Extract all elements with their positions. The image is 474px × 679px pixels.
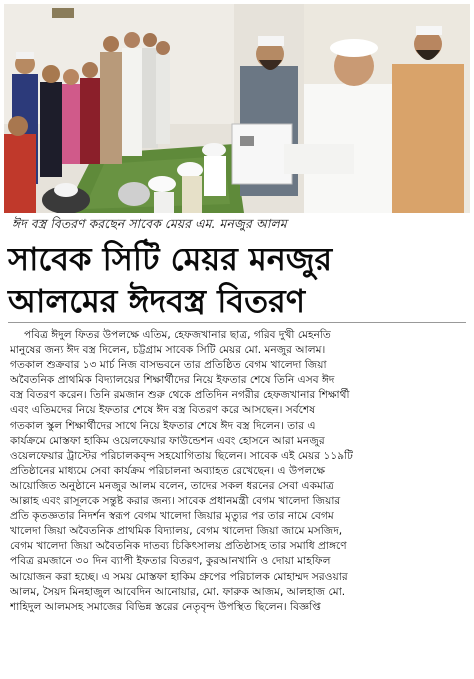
article-line: গতকাল স্কুল শিক্ষার্থীদের সাথে নিয়ে ইফতার শেষে ঈদ বস্ত্র দিলেন। তার এ — [10, 419, 316, 432]
article-line: পবিত্র ঈদুল ফিতর উপলক্ষে এতিম, হেফজখানার ছাত্র, গরিব দুখী মেহনতি — [24, 329, 331, 341]
article-line: আয়োজিত অনুষ্ঠানে মনজুর আলম বলেন, তাদের সকল ধরনের সেবা একমাত্র — [10, 479, 334, 492]
article-line: প্রতি কৃতজ্ঞতার নিদর্শন স্বরূপ বেগম খালেদা জিয়ার মৃত্যুর পর তার নামে বেগম — [10, 510, 334, 523]
headline-divider — [8, 322, 466, 323]
article-body — [10, 328, 466, 615]
article-line: শাহিদুল আলমসহ সমাজের বিভিন্ন স্তরের নেতৃবৃন্দ উপস্থিত ছিলেন। বিজ্ঞপ্তি — [10, 600, 321, 613]
article-line: খালেদা জিয়া অবৈতনিক প্রাথমিক বিদ্যালয়, বেগম খালেদা জিয়া জামে মসজিদ, — [10, 525, 343, 538]
article-line: মানুষের জন্য ঈদ বস্ত্র দিলেন, চট্টগ্রাম সাবেক সিটি মেয়র মো. মনজুর আলম। — [10, 344, 326, 357]
article-line: ওয়েলফেয়ার ট্রাস্টের পরিচালকবৃন্দ সহযোগিতায় ছিলেন। সাবেক এই মেয়র ১১৯টি — [10, 449, 353, 462]
article-line: কার্যক্রমে মোস্তফা হাকিম ওয়েলফেয়ার ফাউন্ডেশন এবং হোসনে আরা মনজুর — [10, 434, 325, 447]
article-line: বস্ত্র বিতরণ করেন। তিনি রমজান শুরু থেকে প্রতিদিন নগরীর হেফজখানার শিক্ষার্থী — [10, 389, 350, 402]
photo-caption: ঈদ বস্ত্র বিতরণ করছেন সাবেক মেয়র এম. মনজুর আলম — [12, 216, 287, 231]
article-line: আয়োজন করা হচ্ছে। এ সময় মোস্তফা হাকিম গ্রুপের পরিচালক মোহাম্মদ সরওয়ার — [10, 570, 348, 583]
article-line: অবৈতনিক প্রাথমিক বিদ্যালয়ের শিক্ষার্থীদের নিয়ে ইফতার শেষে তিনি এসব ঈদ — [10, 374, 335, 387]
article-line: প্রতিষ্ঠানের মাধ্যমে সেবা কার্যক্রম পরিচালনা অব্যাহত রেখেছেন। এ উপলক্ষে — [10, 464, 326, 477]
headline-line-1: সাবেক সিটি মেয়র মনজুর — [8, 240, 333, 278]
news-photo — [4, 4, 470, 213]
article-line: বেগম খালেদা জিয়া অবৈতনিক দাতব্য চিকিৎসালয় প্রতিষ্ঠাসহ তার সমাধি প্রাঙ্গণে — [10, 540, 347, 553]
article-line: আলম, সৈয়দ মিনহাজুল আবেদিন আনোয়ার, মো. ফারুক আজম, আলহাজ মো. — [10, 585, 346, 598]
article-line: আল্লাহ এবং রাসূলকে সন্তুষ্ট করার জন্য। সাবেক প্রধানমন্ত্রী বেগম খালেদা জিয়ার — [10, 495, 341, 508]
article-headline — [8, 238, 466, 322]
article-line: এবং এতিমদের নিয়ে ইফতার শেষে ঈদ বস্ত্র বিতরণ করে আসছেন। সর্বশেষ — [10, 404, 316, 417]
article-line: পবিত্র রমজানে ৩০ দিন ব্যাপী ইফতার বিতরণ, কুরআনখানি ও দোয়া মাহফিল — [10, 555, 331, 568]
headline-line-2: আলমের ঈদবস্ত্র বিতরণ — [8, 282, 306, 320]
news-photo-illustration — [4, 4, 470, 213]
article-line: গতকাল শুক্রবার ১৩ মার্চ নিজ বাসভবনে তার প্রতিষ্ঠিত বেগম খালেদা জিয়া — [10, 359, 327, 372]
